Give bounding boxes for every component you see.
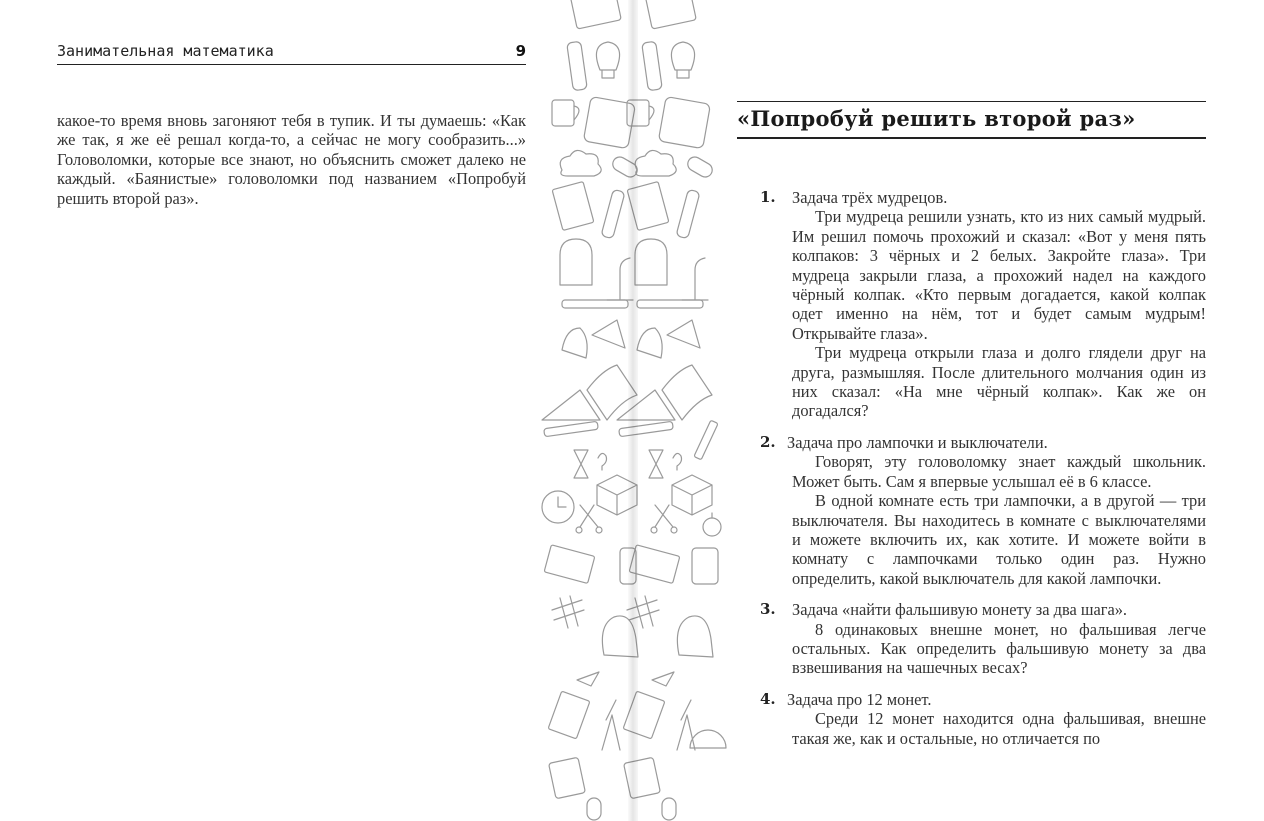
scissors-icon [576,505,677,533]
calendar-icon [549,757,661,798]
paragraph: какое-то время вновь загоняют тебя в тупик. И ты думаешь: «Как же так, я же её решал когда-то, а сейчас не могу сообразить...» Головоломки, которые все знают, но объяснить сможет далеко не каждый. «Баянистые» головоломки под названием «Попробуй решить второй раз». [57,111,526,208]
scroll-icon [601,189,700,238]
problem-number: 2. [760,432,776,451]
open-book-icon [587,365,712,420]
pen-icon [544,421,674,436]
backpack-icon [602,616,713,657]
book-icon [552,182,669,231]
problem-body [737,207,1206,420]
protractor-icon [690,730,726,748]
page-number: 9 [515,42,526,60]
paragraph: Среди 12 монет находится одна фальшивая, внешне такая же, как и остальные, но отличается по [792,709,1206,748]
briefcase-icon [583,97,710,149]
problem-title: Задача трёх мудрецов. [792,188,948,207]
paragraph: Три мудреца решили узнать, кто из них самый мудрый. Им решил помочь прохожий и сказал: «Вот у меня пять колпаков: 3 чёрных и 2 белых. Закройте глаза». Три мудреца закрыли глаза, а прохожий надел на каждого чёрный колпак. «Кто первым догадается, какой колпак одет именно на нём, тот и будет самым мудрым! Открывайте глаза». [792,207,1206,343]
mug-icon [552,100,654,126]
hourglass-icon [574,450,663,478]
problem-item [737,433,1206,588]
problem-title: Задача «найти фальшивую монету за два шага». [792,600,1128,620]
glue-stick-icon [567,41,663,90]
chapter-title [737,101,1206,139]
problem-number: 3. [760,600,776,619]
triangle-icon [592,320,700,348]
book-title: Занимательная математика [57,42,274,60]
chapter-title-text: «Попробуй решить второй раз» [737,106,1136,131]
apple-icon [703,513,721,536]
running-head [57,42,526,65]
left-page [0,0,540,821]
cube-icon [597,475,712,515]
problem-body [737,452,1206,588]
problem-number: 4. [760,689,776,708]
right-page [737,0,1207,821]
paragraph: Три мудреца открыли глаза и долго глядели друг на друга, размышляя. После длительного молчания один из них сказал: «На мне чёрный колпак». Как же он догадался? [792,343,1206,421]
problem-item [737,690,1206,748]
problem-item [737,600,1206,678]
set-square-icon [542,390,675,420]
pencil-icon [694,420,718,460]
problem-body [737,709,1206,748]
page-fold-shadow [628,0,638,821]
compass-icon [602,700,695,750]
paragraph: Говорят, эту головоломку знает каждый школьник. Может быть. Сам я впервые услышал её в 6 классе. [792,452,1206,491]
laptop-icon [544,545,680,584]
problem-title: Задача про лампочки и выключатели. [787,432,1048,452]
body-text [57,111,526,208]
notebook-icon [548,691,665,739]
paper-plane-icon [577,672,674,686]
paragraph: В одной комнате есть три лампочки, а в другой — три выключателя. Вы находитесь в комнате с выключателями и можете включить их, как хотите. И можете войти в комнату с лампочками только один раз. Нужно определить, какой выключатель для какой лампочки. [792,491,1206,588]
desk-lamp-icon [607,258,708,300]
problem-list [737,188,1206,760]
question-mark-icon [598,453,682,470]
cloud-icon [560,150,676,176]
backpack-icon [560,239,667,285]
alarm-clock-icon [542,491,574,523]
tic-tac-toe-icon [552,596,659,628]
problem-body [737,620,1206,678]
problem-title: Задача про 12 монет. [787,689,932,709]
problem-item [737,188,1206,421]
problem-number: 1. [760,188,776,206]
paragraph: 8 одинаковых внешне монет, но фальшивая легче остальных. Как определить фальшивую монету за два взвешивания на чашечных весах? [792,619,1206,678]
